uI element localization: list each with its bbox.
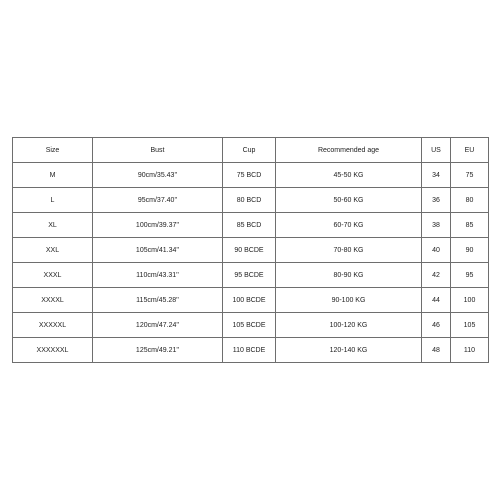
cell-us: 42 [422, 263, 451, 288]
cell-cup: 75 BCD [223, 163, 276, 188]
table-row [13, 313, 489, 338]
cell-bust: 90cm/35.43'' [93, 163, 223, 188]
cell-cup: 80 BCD [223, 188, 276, 213]
size-chart-table [12, 137, 489, 363]
cell-size: L [13, 188, 93, 213]
cell-recommended-age: 70-80 KG [276, 238, 422, 263]
cell-bust: 100cm/39.37'' [93, 213, 223, 238]
cell-us: 48 [422, 338, 451, 363]
cell-cup: 105 BCDE [223, 313, 276, 338]
table-row [13, 213, 489, 238]
cell-eu: 85 [451, 213, 489, 238]
cell-cup: 95 BCDE [223, 263, 276, 288]
header-cup: Cup [223, 138, 276, 163]
cell-eu: 95 [451, 263, 489, 288]
cell-size: XXL [13, 238, 93, 263]
cell-bust: 120cm/47.24'' [93, 313, 223, 338]
cell-size: M [13, 163, 93, 188]
cell-us: 40 [422, 238, 451, 263]
table-row [13, 338, 489, 363]
cell-bust: 125cm/49.21'' [93, 338, 223, 363]
cell-recommended-age: 50-60 KG [276, 188, 422, 213]
cell-us: 36 [422, 188, 451, 213]
cell-eu: 110 [451, 338, 489, 363]
header-size: Size [13, 138, 93, 163]
header-recommended-age: Recommended age [276, 138, 422, 163]
table-row [13, 288, 489, 313]
cell-size: XXXL [13, 263, 93, 288]
cell-bust: 110cm/43.31'' [93, 263, 223, 288]
cell-bust: 115cm/45.28'' [93, 288, 223, 313]
cell-eu: 80 [451, 188, 489, 213]
cell-recommended-age: 80-90 KG [276, 263, 422, 288]
cell-size: XXXXXL [13, 313, 93, 338]
cell-us: 34 [422, 163, 451, 188]
cell-recommended-age: 120-140 KG [276, 338, 422, 363]
cell-eu: 90 [451, 238, 489, 263]
cell-recommended-age: 100-120 KG [276, 313, 422, 338]
cell-size: XXXXXXL [13, 338, 93, 363]
cell-eu: 75 [451, 163, 489, 188]
cell-bust: 105cm/41.34'' [93, 238, 223, 263]
header-us: US [422, 138, 451, 163]
header-eu: EU [451, 138, 489, 163]
header-row [13, 138, 489, 163]
cell-size: XXXXL [13, 288, 93, 313]
cell-recommended-age: 45-50 KG [276, 163, 422, 188]
cell-eu: 105 [451, 313, 489, 338]
table-row [13, 238, 489, 263]
header-bust: Bust [93, 138, 223, 163]
cell-recommended-age: 90-100 KG [276, 288, 422, 313]
cell-cup: 110 BCDE [223, 338, 276, 363]
cell-bust: 95cm/37.40'' [93, 188, 223, 213]
cell-cup: 100 BCDE [223, 288, 276, 313]
table-row [13, 188, 489, 213]
cell-us: 46 [422, 313, 451, 338]
table-row [13, 263, 489, 288]
cell-eu: 100 [451, 288, 489, 313]
cell-size: XL [13, 213, 93, 238]
cell-recommended-age: 60-70 KG [276, 213, 422, 238]
cell-cup: 85 BCD [223, 213, 276, 238]
table-row [13, 163, 489, 188]
cell-us: 44 [422, 288, 451, 313]
cell-cup: 90 BCDE [223, 238, 276, 263]
cell-us: 38 [422, 213, 451, 238]
